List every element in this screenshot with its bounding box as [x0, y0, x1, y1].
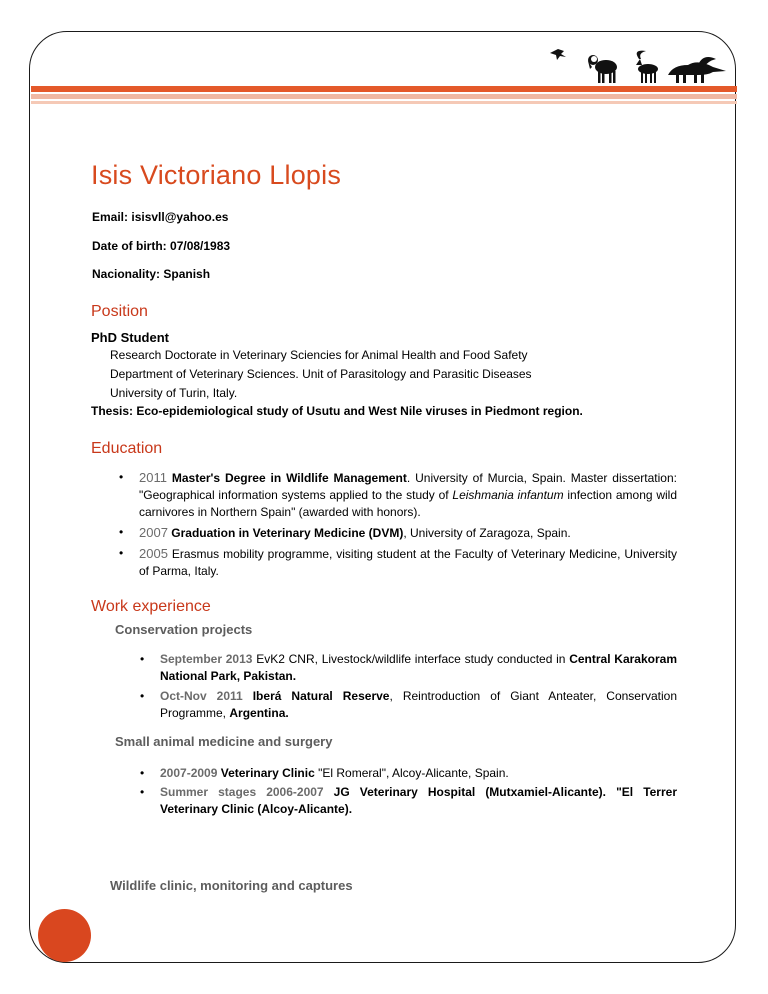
ibex-icon	[636, 51, 658, 83]
conservation-list	[160, 651, 677, 722]
decorative-circle	[38, 909, 91, 962]
animal-silhouettes-logo	[548, 45, 728, 87]
education-detail: Erasmus mobility programme, visiting student at the Faculty of Veterinary Medicine, University of Parma, Italy.	[139, 547, 677, 578]
nationality-label: Nacionality:	[92, 267, 161, 281]
dob-value: 07/08/1983	[170, 239, 231, 253]
dob-label: Date of birth:	[92, 239, 167, 253]
education-detail: , University of Zaragoza, Spain.	[403, 526, 571, 540]
education-detail-2: infection among wild carnivores in Northern Spain" (awarded with honors).	[139, 488, 677, 519]
conservation-item	[160, 688, 677, 722]
position-role: PhD Student	[91, 330, 169, 345]
education-item	[139, 469, 677, 521]
work-place: Veterinary Clinic	[217, 766, 315, 780]
education-item	[139, 524, 677, 542]
position-line-1: Research Doctorate in Veterinary Sciencies for Animal Health and Food Safety	[110, 348, 528, 362]
email-label: Email:	[92, 210, 129, 224]
work-detail: , Reintroduction of Giant Anteater, Conservation Programme,	[160, 689, 678, 720]
header-stripe-light	[31, 94, 737, 99]
position-thesis: Thesis: Eco-epidemiological study of Usutu and West Nile viruses in Piedmont region.	[91, 404, 583, 418]
bird-icon	[550, 49, 566, 60]
email-line	[92, 210, 228, 224]
wildlife-subheading: Wildlife clinic, monitoring and captures	[110, 878, 353, 893]
nationality-line	[92, 267, 210, 281]
dob-line	[92, 239, 230, 253]
education-detail: . University of Murcia, Spain. Master dissertation: "Geographical information systems applied to the study of	[139, 471, 677, 502]
candidate-name: Isis Victoriano Llopis	[91, 160, 342, 190]
education-list	[139, 469, 677, 580]
education-degree: Master's Degree in Wildlife Management	[171, 471, 407, 485]
small-animal-list	[160, 765, 677, 818]
small-animal-item	[160, 784, 677, 818]
work-heading: Work experience	[91, 598, 211, 615]
education-item	[139, 545, 677, 580]
work-place: JG Veterinary Hospital (Mutxamiel-Alicante). "El Terrer Veterinary Clinic (Alcoy-Alicante).	[160, 785, 677, 816]
education-italic: Leishmania infantum	[452, 488, 564, 502]
work-detail: EvK2 CNR, Livestock/wildlife interface study conducted in	[252, 652, 570, 666]
education-year: 2005	[139, 546, 168, 561]
small-animal-item	[160, 765, 677, 782]
position-line-2: Department of Veterinary Sciences. Unit of Parasitology and Parasitic Diseases	[110, 367, 532, 381]
conservation-item	[160, 651, 677, 685]
ram-icon	[588, 55, 617, 83]
work-detail-bold: Argentina.	[229, 706, 289, 720]
education-year: 2007	[139, 525, 168, 540]
work-date: Oct-Nov 2011	[160, 689, 243, 703]
conservation-subheading: Conservation projects	[115, 622, 253, 637]
position-line-3: University of Turin, Italy.	[110, 386, 238, 400]
work-date: 2007-2009	[160, 766, 218, 780]
work-detail: "El Romeral", Alcoy-Alicante, Spain.	[314, 766, 509, 780]
email-value[interactable]: isisvll@yahoo.es	[131, 210, 229, 224]
nationality-value: Spanish	[163, 267, 211, 281]
header-stripe-lighter	[31, 101, 737, 104]
education-degree: Graduation in Veterinary Medicine (DVM)	[171, 526, 404, 540]
education-heading: Education	[91, 440, 163, 457]
work-detail-bold: Central Karakoram National Park, Pakistan.	[160, 652, 677, 683]
small-animal-subheading: Small animal medicine and surgery	[115, 734, 333, 749]
work-place: Iberá Natural Reserve	[242, 689, 390, 703]
work-date: Summer stages 2006-2007	[160, 785, 324, 799]
anteater-icon	[668, 57, 726, 83]
work-date: September 2013	[160, 652, 253, 666]
position-heading: Position	[91, 303, 148, 320]
education-year: 2011	[139, 470, 167, 485]
